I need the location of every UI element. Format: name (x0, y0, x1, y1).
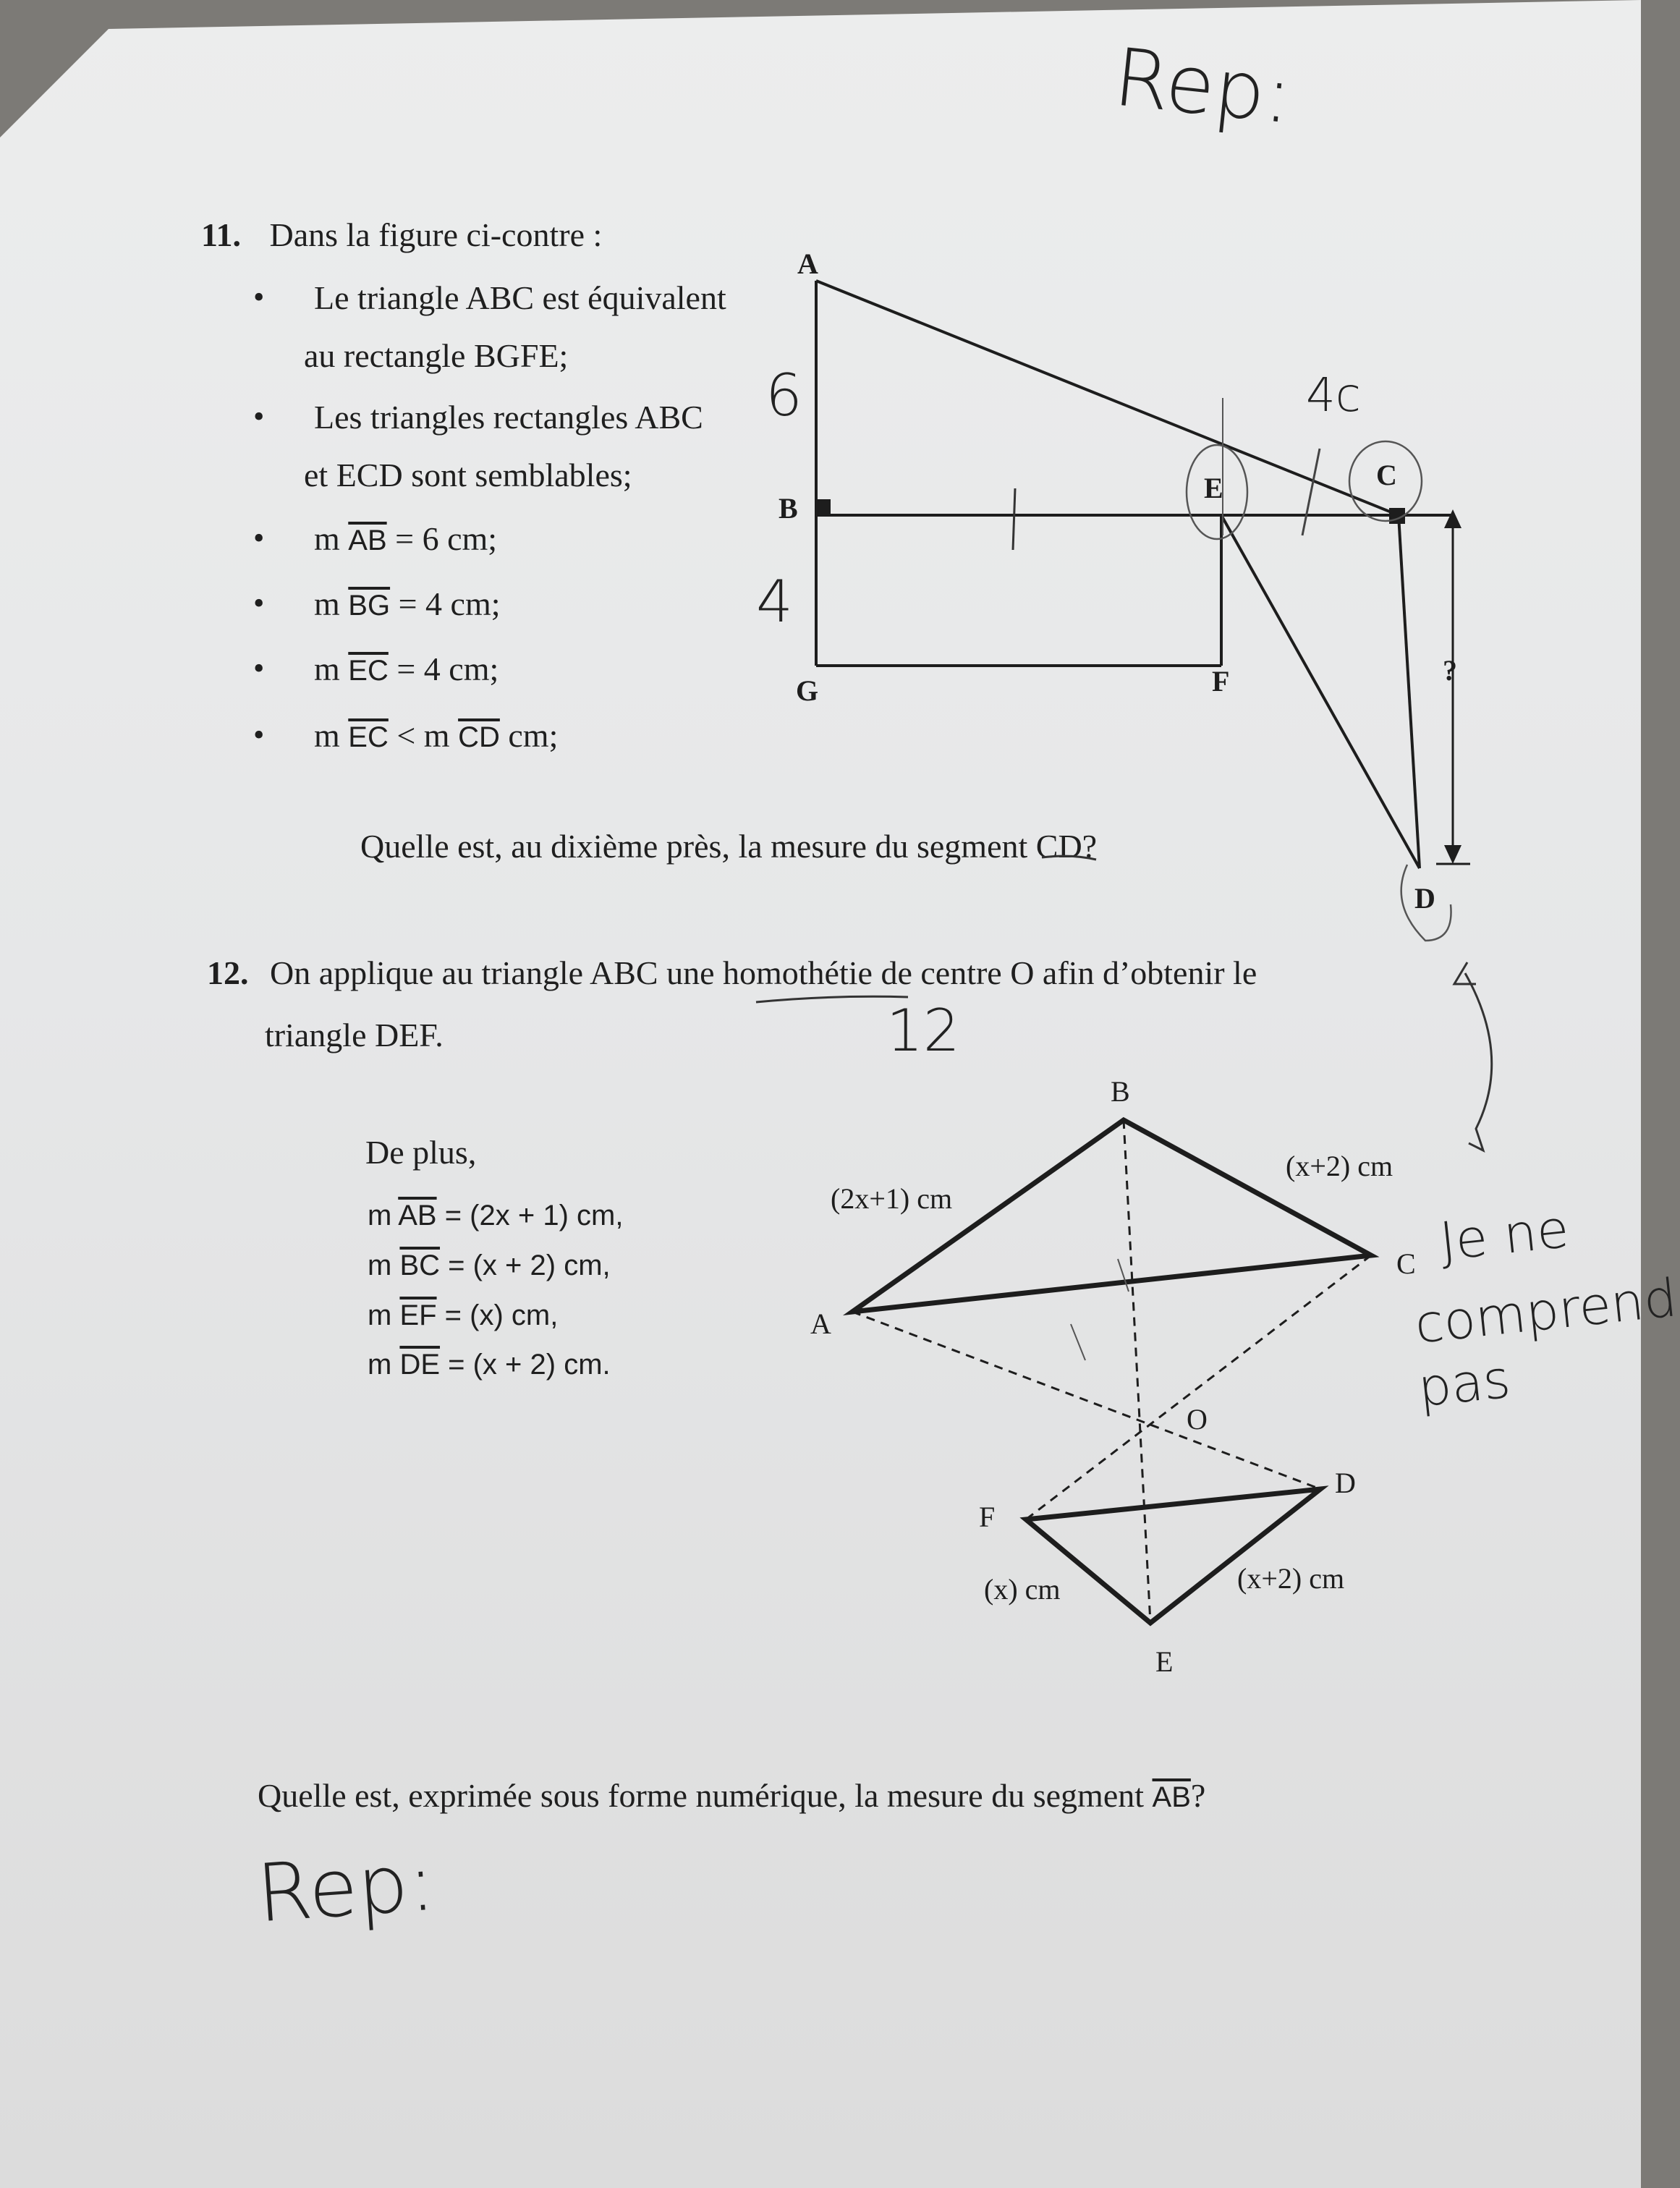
label-f: F (1212, 665, 1230, 697)
label-e: E (1204, 472, 1223, 504)
triangle-abc (852, 1120, 1371, 1312)
segment-name: $\overline{EF}$ (399, 1299, 437, 1331)
label-c: C (1376, 459, 1397, 491)
measure-value: = 4 cm; (388, 650, 499, 687)
arrow-head-up (1444, 509, 1461, 528)
measure-unit: cm; (499, 717, 559, 754)
segment-name: $\overline{DE}$ (399, 1349, 441, 1381)
label-e: E (1155, 1645, 1174, 1678)
measure-prefix: m (368, 1349, 400, 1381)
label-c: C (1396, 1247, 1416, 1280)
q11-figure (816, 281, 1470, 941)
measure-relation: < m (388, 717, 459, 754)
label-unknown: ? (1443, 654, 1457, 687)
segment-name: $\overline{AB}$ (398, 1200, 437, 1231)
measure-prefix: m (368, 1250, 400, 1281)
bullet-dot: • (253, 520, 265, 556)
q11-intro: Dans la figure ci-contre : (269, 216, 603, 253)
segment-name: $\overline{AB}$ (1152, 1781, 1191, 1813)
ray-cf (1026, 1255, 1371, 1519)
measure-value: = (x + 2) cm. (440, 1349, 611, 1381)
measure-value: = (2x + 1) cm, (436, 1200, 624, 1231)
pen-underline (1042, 856, 1096, 860)
segment-name: $\overline{BG}$ (348, 590, 391, 622)
measure-prefix: m (314, 650, 349, 687)
q12-deplus: De plus, (365, 1134, 477, 1171)
handwriting-note-2: comprend (1412, 1267, 1680, 1355)
measure-prefix: m (314, 717, 349, 754)
right-angle-b (816, 499, 831, 514)
question-mark: ? (1190, 1777, 1206, 1814)
q11-bullet-1: Le triangle ABC est équivalent (314, 279, 726, 316)
segment-ed (1221, 515, 1420, 868)
measure-prefix: m (314, 585, 349, 622)
pen-arrow (1454, 962, 1492, 1150)
q11-number: 11. (201, 216, 241, 253)
pencil-mark (1071, 1324, 1085, 1360)
bullet-dot: • (253, 399, 265, 434)
measure-value: = (x + 2) cm, (440, 1250, 611, 1281)
segment-cd (1399, 515, 1420, 868)
q11-question: Quelle est, au dixième près, la mesure du segment CD? (360, 828, 1098, 865)
handwriting-note-3: pas (1414, 1348, 1514, 1419)
measure-value: = 6 cm; (386, 520, 498, 557)
bullet-dot: • (253, 585, 265, 621)
ray-be (1124, 1120, 1150, 1623)
bullet-dot: • (253, 650, 265, 686)
question-text: Quelle est, exprimée sous forme numérique, la mesure du segment (258, 1777, 1153, 1814)
handwriting-fourc: 4c (1306, 369, 1361, 423)
arrow-head-down (1444, 845, 1461, 864)
label-de-length: (x+2) cm (1237, 1562, 1345, 1595)
q11-bullet-1-cont: au rectangle BGFE; (304, 337, 569, 374)
label-g: G (796, 674, 819, 707)
segment-name: $\overline{BC}$ (399, 1250, 441, 1281)
label-ef-length: (x) cm (984, 1573, 1061, 1606)
handwriting-note-1: Je ne (1437, 1197, 1572, 1273)
handwriting-four: 4 (756, 568, 793, 635)
segment-name: $\overline{CD}$ (458, 721, 500, 753)
pencil-mark (1118, 1259, 1129, 1292)
measure-prefix: m (314, 520, 349, 557)
triangle-def (1026, 1489, 1320, 1623)
q12-number: 12. (207, 954, 249, 991)
q12-figure-labels (810, 1075, 1416, 1678)
measure-value: = (x) cm, (436, 1299, 559, 1331)
label-ab-length: (2x+1) cm (831, 1182, 953, 1215)
label-a: A (810, 1307, 831, 1340)
label-b: B (779, 492, 798, 525)
segment-name: $\overline{EC}$ (348, 655, 389, 687)
pencil-tick (1302, 449, 1320, 535)
segment-name: $\overline{EC}$ (348, 721, 389, 753)
handwriting-rep-bottom: Rep: (253, 1835, 438, 1941)
label-b: B (1111, 1075, 1130, 1108)
label-d: D (1414, 882, 1435, 915)
pencil-tick (1013, 488, 1015, 550)
pen-underline (756, 996, 908, 1002)
q11-bullet-2: Les triangles rectangles ABC (314, 399, 703, 436)
q12-line2: triangle DEF. (265, 1017, 444, 1053)
ray-ad (852, 1312, 1320, 1489)
label-a: A (797, 247, 818, 280)
label-o: O (1187, 1403, 1208, 1436)
measure-prefix: m (368, 1299, 400, 1331)
bullet-dot: • (253, 717, 265, 752)
handwriting-six: 6 (765, 362, 802, 429)
q11-figure-labels (779, 247, 1457, 915)
q11-bullet-2-cont: et ECD sont semblables; (304, 457, 632, 493)
handwriting-rep-top: Rep: (1109, 30, 1297, 142)
measure-prefix: m (368, 1200, 399, 1231)
label-bc-length: (x+2) cm (1286, 1150, 1393, 1182)
handwriting-twelve: 12 (886, 997, 960, 1064)
segment-name: $\overline{AB}$ (348, 525, 387, 556)
bullet-dot: • (253, 279, 265, 315)
label-f: F (979, 1501, 996, 1533)
label-d: D (1335, 1467, 1356, 1499)
q12-line1: On applique au triangle ABC une homothétie de centre O afin d’obtenir le (270, 954, 1257, 991)
measure-value: = 4 cm; (390, 585, 501, 622)
